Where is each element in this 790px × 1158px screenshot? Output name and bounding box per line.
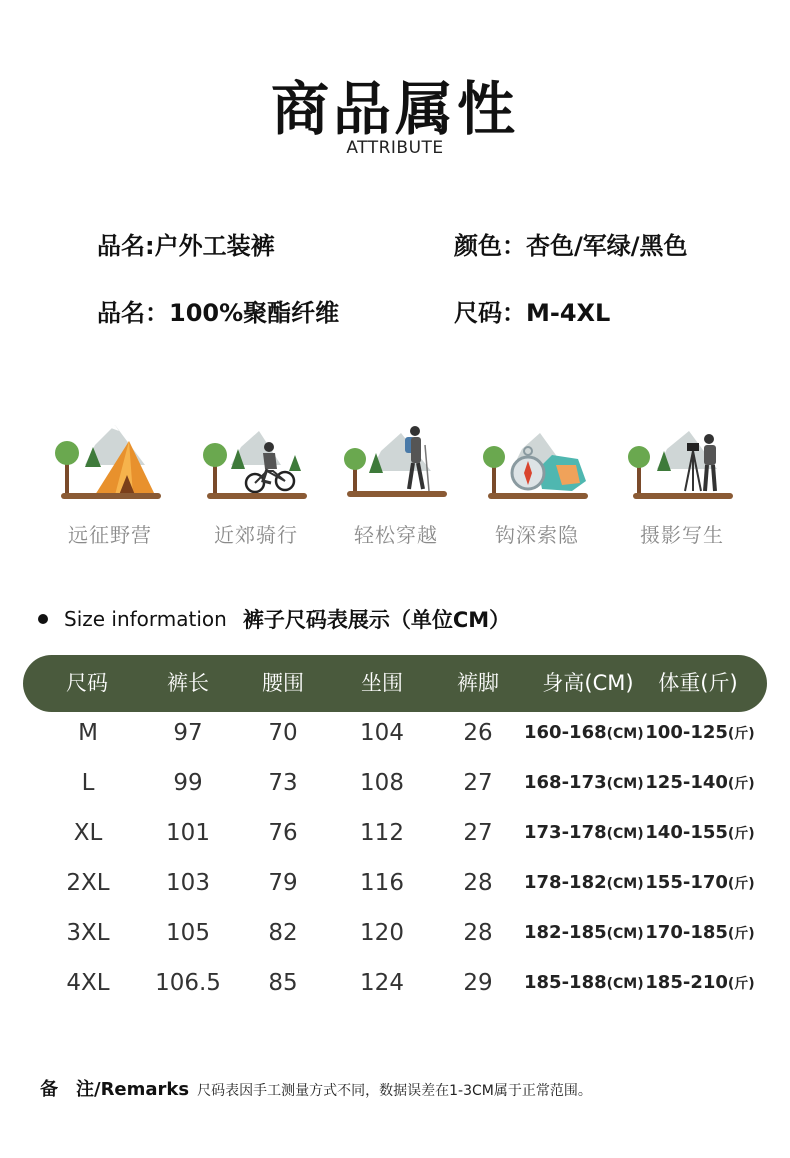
table-row xyxy=(0,708,790,758)
cell-weight xyxy=(645,858,755,908)
cell-hem: 28 xyxy=(463,920,493,946)
table-row xyxy=(0,758,790,808)
activity-photography xyxy=(622,425,742,548)
height-unit: (CM) xyxy=(606,726,644,742)
cell-waist: 70 xyxy=(268,720,298,746)
height-unit: (CM) xyxy=(606,776,644,792)
height-value: 168-173 xyxy=(524,772,607,793)
weight-value: 100-125 xyxy=(645,722,728,743)
cell-length: 105 xyxy=(166,920,210,946)
cell-weight xyxy=(645,808,755,858)
cell-hem: 28 xyxy=(463,870,493,896)
cell-size: 3XL xyxy=(66,920,110,946)
height-value: 185-188 xyxy=(524,972,607,993)
height-value: 178-182 xyxy=(524,872,607,893)
cell-hip: 112 xyxy=(360,820,404,846)
cell-size: 4XL xyxy=(66,970,110,996)
cell-size: L xyxy=(81,770,95,796)
attribute-size-range: 尺码：M-4XL xyxy=(454,299,611,327)
header-hem: 裤脚 xyxy=(457,671,499,695)
activity-label: 近郊骑行 xyxy=(214,523,298,547)
weight-unit: (斤) xyxy=(727,826,755,842)
cell-hip: 124 xyxy=(360,970,404,996)
cell-hip: 108 xyxy=(360,770,404,796)
cell-height xyxy=(524,808,644,858)
cell-length: 99 xyxy=(173,770,203,796)
remarks xyxy=(40,1075,592,1101)
header-weight: 体重(斤) xyxy=(658,671,738,695)
weight-unit: (斤) xyxy=(727,976,755,992)
table-row xyxy=(0,958,790,1008)
weight-value: 170-185 xyxy=(645,922,728,943)
height-value: 160-168 xyxy=(524,722,607,743)
activity-camping xyxy=(50,425,170,548)
cell-weight xyxy=(645,758,755,808)
cell-hip: 104 xyxy=(360,720,404,746)
height-value: 173-178 xyxy=(524,822,607,843)
table-row xyxy=(0,808,790,858)
cell-size: XL xyxy=(73,820,103,846)
table-row xyxy=(0,858,790,908)
cell-height xyxy=(524,708,644,758)
attribute-material: 品名：100%聚酯纤维 xyxy=(97,299,340,327)
cell-length: 106.5 xyxy=(155,970,221,996)
cell-weight xyxy=(645,958,755,1008)
cell-weight xyxy=(645,708,755,758)
height-unit: (CM) xyxy=(606,826,644,842)
cycling-icon xyxy=(201,425,311,505)
cell-weight xyxy=(645,908,755,958)
cell-height xyxy=(524,908,644,958)
weight-value: 185-210 xyxy=(645,972,728,993)
cell-hem: 27 xyxy=(463,820,493,846)
activity-label: 摄影写生 xyxy=(640,523,724,547)
size-table-header xyxy=(23,655,767,712)
weight-unit: (斤) xyxy=(727,926,755,942)
height-unit: (CM) xyxy=(606,876,644,892)
cell-length: 101 xyxy=(166,820,210,846)
remarks-text: 尺码表因手工测量方式不同，数据误差在1-3CM属于正常范围。 xyxy=(197,1083,592,1099)
cell-waist: 79 xyxy=(268,870,298,896)
header-hip: 坐围 xyxy=(361,671,403,695)
activity-label: 远征野营 xyxy=(68,523,152,547)
height-unit: (CM) xyxy=(606,926,644,942)
cell-height xyxy=(524,758,644,808)
activity-label: 轻松穿越 xyxy=(354,523,438,547)
cell-waist: 76 xyxy=(268,820,298,846)
cell-hip: 120 xyxy=(360,920,404,946)
activity-hiking xyxy=(336,425,456,548)
weight-unit: (斤) xyxy=(727,726,755,742)
photography-icon xyxy=(627,425,737,505)
bullet-icon xyxy=(38,614,48,624)
cell-length: 103 xyxy=(166,870,210,896)
cell-size: 2XL xyxy=(66,870,110,896)
size-info-heading xyxy=(38,604,510,634)
activity-label: 钩深索隐 xyxy=(495,523,579,547)
weight-value: 155-170 xyxy=(645,872,728,893)
size-info-label-cn: 裤子尺码表展示（单位CM） xyxy=(242,608,511,632)
attribute-color: 颜色：杏色/军绿/黑色 xyxy=(454,232,688,260)
remarks-label: 备 注/Remarks xyxy=(40,1079,190,1100)
cell-waist: 73 xyxy=(268,770,298,796)
tent-camping-icon xyxy=(55,425,165,505)
cell-hem: 26 xyxy=(463,720,493,746)
height-unit: (CM) xyxy=(606,976,644,992)
header-length: 裤长 xyxy=(167,671,209,695)
cell-length: 97 xyxy=(173,720,203,746)
cell-size: M xyxy=(78,720,98,746)
compass-icon xyxy=(482,425,592,505)
header-size: 尺码 xyxy=(66,671,108,695)
table-row xyxy=(0,908,790,958)
cell-waist: 82 xyxy=(268,920,298,946)
weight-value: 140-155 xyxy=(645,822,728,843)
page-subtitle: ATTRIBUTE xyxy=(346,138,444,158)
hiking-icon xyxy=(341,425,451,505)
cell-hem: 27 xyxy=(463,770,493,796)
cell-waist: 85 xyxy=(268,970,298,996)
page-title: 商品属性 xyxy=(270,75,519,143)
header-waist: 腰围 xyxy=(262,671,304,695)
activity-cycling xyxy=(196,425,316,548)
height-value: 182-185 xyxy=(524,922,607,943)
attribute-product-name: 品名:户外工装裤 xyxy=(97,232,275,260)
size-info-label-en: Size information xyxy=(64,607,227,631)
cell-hem: 29 xyxy=(463,970,493,996)
activity-exploring xyxy=(477,425,597,548)
weight-value: 125-140 xyxy=(645,772,728,793)
cell-height xyxy=(524,858,644,908)
weight-unit: (斤) xyxy=(727,876,755,892)
cell-height xyxy=(524,958,644,1008)
cell-hip: 116 xyxy=(360,870,404,896)
header-height: 身高(CM) xyxy=(542,671,634,695)
weight-unit: (斤) xyxy=(727,776,755,792)
